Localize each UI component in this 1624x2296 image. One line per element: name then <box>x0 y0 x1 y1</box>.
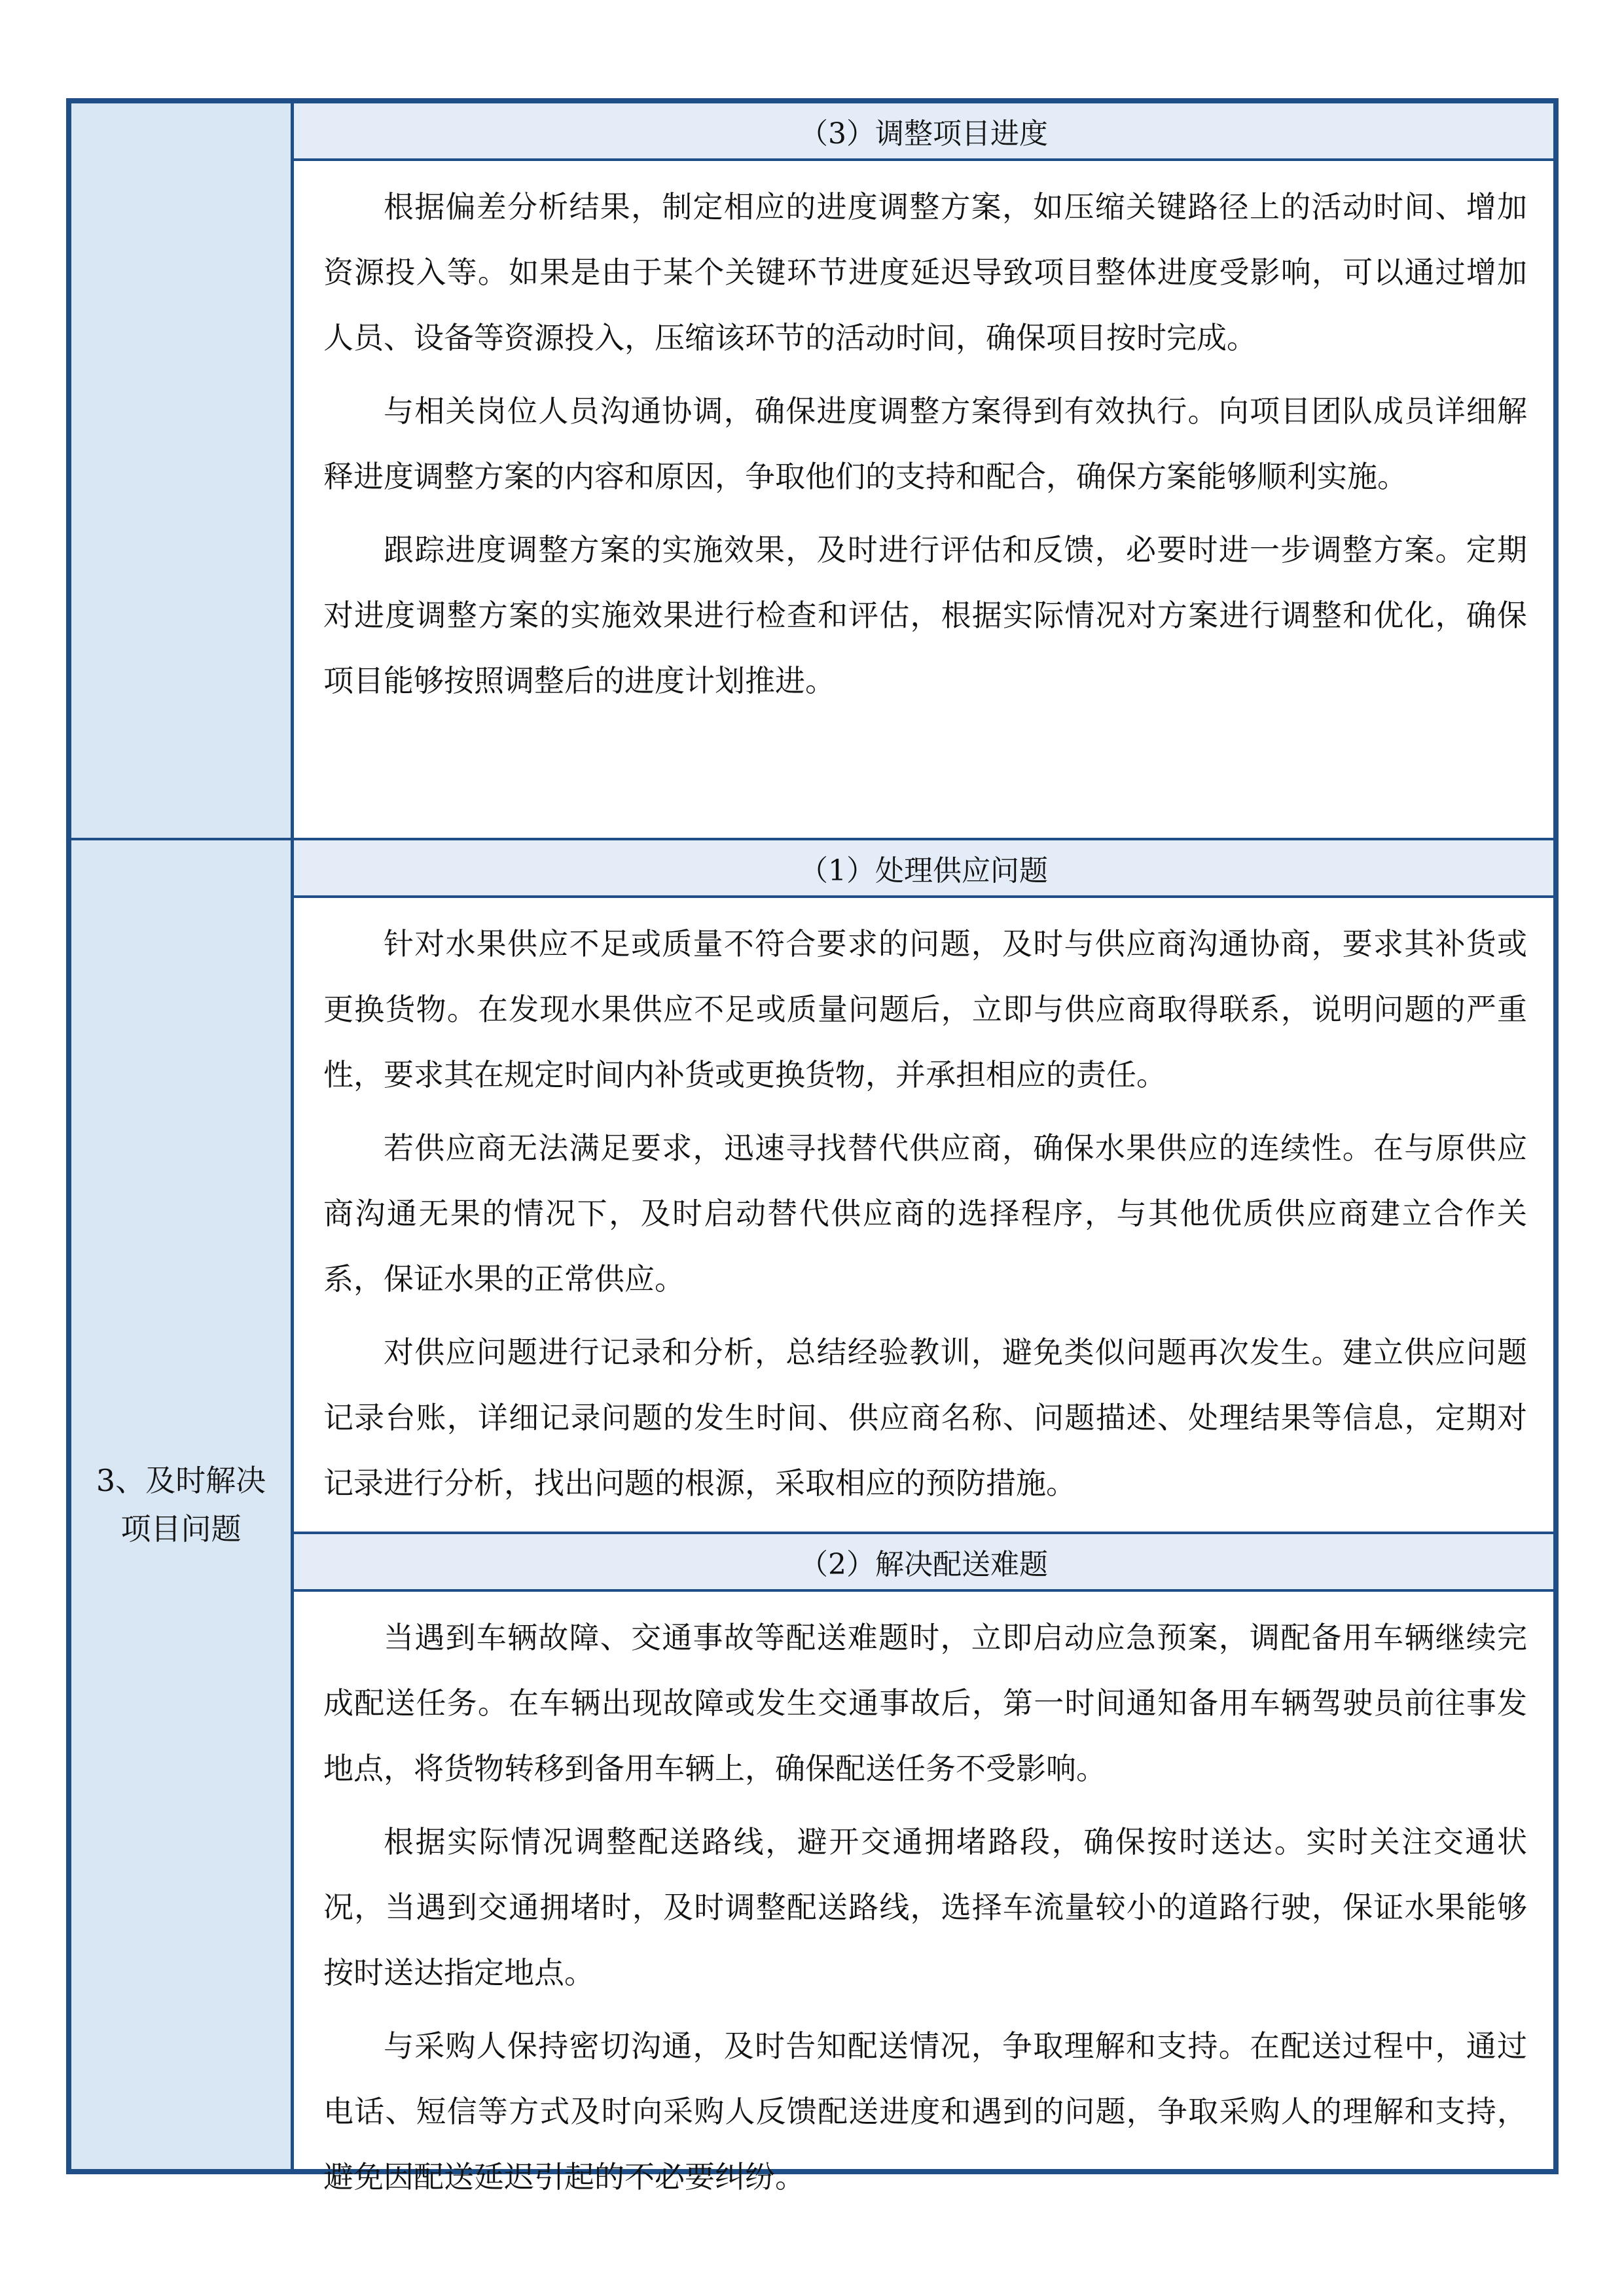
subsection-heading: （2）解决配送难题 <box>294 1534 1553 1592</box>
subsection-body <box>294 898 1553 1532</box>
subsection <box>294 103 1553 729</box>
paragraph: 与相关岗位人员沟通协调，确保进度调整方案得到有效执行。向项目团队成员详细解释进度调整方案的内容和原因，争取他们的支持和配合，确保方案能够顺利实施。 <box>323 393 1527 494</box>
table-row <box>71 840 1553 2195</box>
subsection <box>294 840 1553 1534</box>
paragraph: 当遇到车辆故障、交通事故等配送难题时，立即启动应急预案，调配备用车辆继续完成配送任务。在车辆出现故障或发生交通事故后，第一时间通知备用车辆驾驶员前往事发地点，将货物转移到备用车辆上，确保配送任务不受影响。 <box>323 1620 1527 1786</box>
subsection-body <box>294 161 1553 729</box>
subsection-body <box>294 1592 1553 2225</box>
paragraph: 根据实际情况调整配送路线，避开交通拥堵路段，确保按时送达。实时关注交通状况，当遇到交通拥堵时，及时调整配送路线，选择车流量较小的道路行驶，保证水果能够按时送达指定地点。 <box>323 1824 1527 1990</box>
category-cell <box>71 840 294 2169</box>
subsection <box>294 1534 1553 2225</box>
subsection-heading: （1）处理供应问题 <box>294 840 1553 898</box>
paragraph: 与采购人保持密切沟通，及时告知配送情况，争取理解和支持。在配送过程中，通过电话、短信等方式及时向采购人反馈配送进度和遇到的问题，争取采购人的理解和支持，避免因配送延迟引起的不必要纠纷。 <box>323 2028 1527 2195</box>
document-table <box>66 98 1559 2195</box>
paragraph: 跟踪进度调整方案的实施效果，及时进行评估和反馈，必要时进一步调整方案。定期对进度调整方案的实施效果进行检查和评估，根据实际情况对方案进行调整和优化，确保项目能够按照调整后的进度计划推进。 <box>323 532 1527 698</box>
paragraph: 针对水果供应不足或质量不符合要求的问题，及时与供应商沟通协商，要求其补货或更换货物。在发现水果供应不足或质量问题后，立即与供应商取得联系，说明问题的严重性，要求其在规定时间内补货或更换货物，并承担相应的责任。 <box>323 926 1527 1092</box>
paragraph: 对供应问题进行记录和分析，总结经验教训，避免类似问题再次发生。建立供应问题记录台账，详细记录问题的发生时间、供应商名称、问题描述、处理结果等信息，定期对记录进行分析，找出问题的根源，采取相应的预防措施。 <box>323 1335 1527 1501</box>
content-cell <box>294 103 1553 838</box>
subsection-heading: （3）调整项目进度 <box>294 103 1553 161</box>
content-cell <box>294 840 1553 2195</box>
category-cell <box>71 103 294 838</box>
table-row <box>71 103 1553 840</box>
paragraph: 根据偏差分析结果，制定相应的进度调整方案，如压缩关键路径上的活动时间、增加资源投入等。如果是由于某个关键环节进度延迟导致项目整体进度受影响，可以通过增加人员、设备等资源投入，压缩该环节的活动时间，确保项目按时完成。 <box>323 189 1527 355</box>
paragraph: 若供应商无法满足要求，迅速寻找替代供应商，确保水果供应的连续性。在与原供应商沟通无果的情况下，及时启动替代供应商的选择程序，与其他优质供应商建立合作关系，保证水果的正常供应。 <box>323 1130 1527 1297</box>
category-label: 3、及时解决项目问题 <box>96 1463 266 1547</box>
